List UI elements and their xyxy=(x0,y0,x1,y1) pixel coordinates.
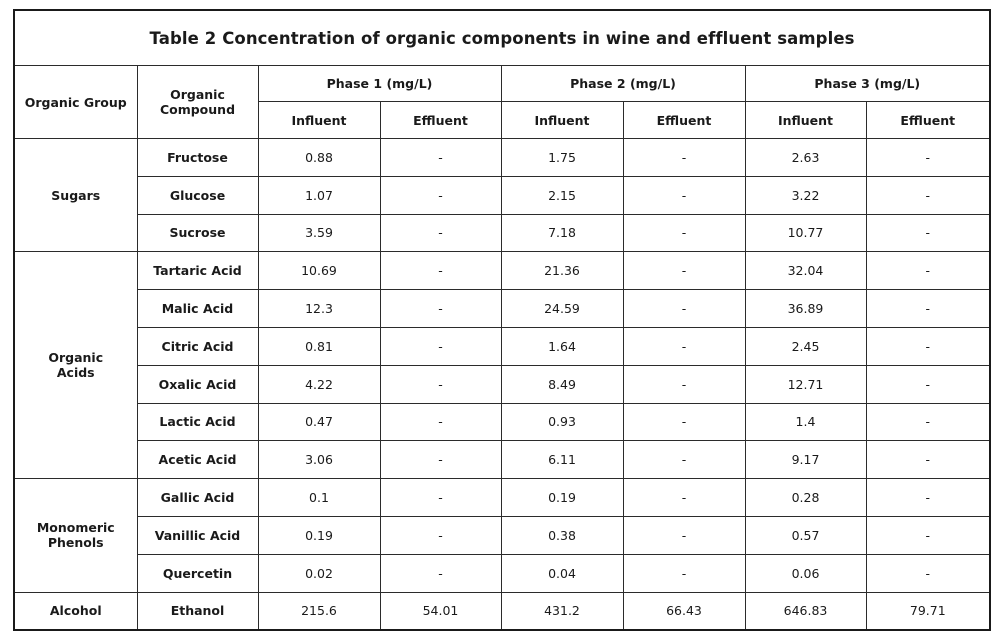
value-cell-p2-in: 0.19 xyxy=(501,479,623,517)
value-cell-p2-ef: - xyxy=(623,139,745,177)
value-cell-p3-in: 12.71 xyxy=(745,365,866,403)
value-cell-p2-ef: - xyxy=(623,176,745,214)
compound-cell: Acetic Acid xyxy=(137,441,258,479)
value-cell-p1-ef: - xyxy=(380,441,501,479)
value-cell-p2-in: 8.49 xyxy=(501,365,623,403)
compound-cell: Tartaric Acid xyxy=(137,252,258,290)
table-row xyxy=(14,592,990,630)
table-row xyxy=(14,365,990,403)
header-phase-2-effluent: Effluent xyxy=(623,102,745,139)
value-cell-p1-ef: - xyxy=(380,176,501,214)
table-row xyxy=(14,139,990,177)
table-row xyxy=(14,441,990,479)
value-cell-p2-in: 0.04 xyxy=(501,554,623,592)
compound-cell: Quercetin xyxy=(137,554,258,592)
value-cell-p1-in: 0.1 xyxy=(258,479,380,517)
compound-cell: Oxalic Acid xyxy=(137,365,258,403)
value-cell-p3-ef: - xyxy=(866,365,990,403)
value-cell-p3-in: 2.45 xyxy=(745,327,866,365)
table-row xyxy=(14,252,990,290)
header-phase-2-influent: Influent xyxy=(501,102,623,139)
table-title: Table 2 Concentration of organic components in wine and effluent samples xyxy=(14,10,990,66)
value-cell-p3-ef: - xyxy=(866,403,990,441)
value-cell-p2-ef: - xyxy=(623,290,745,328)
header-phase-1: Phase 1 (mg/L) xyxy=(258,66,501,102)
value-cell-p3-in: 32.04 xyxy=(745,252,866,290)
value-cell-p1-ef: - xyxy=(380,214,501,252)
table-row xyxy=(14,403,990,441)
table-row xyxy=(14,290,990,328)
value-cell-p1-ef: - xyxy=(380,479,501,517)
table-row xyxy=(14,327,990,365)
compound-cell: Lactic Acid xyxy=(137,403,258,441)
value-cell-p3-ef: 79.71 xyxy=(866,592,990,630)
header-phase-3-effluent: Effluent xyxy=(866,102,990,139)
value-cell-p1-in: 215.6 xyxy=(258,592,380,630)
value-cell-p3-in: 2.63 xyxy=(745,139,866,177)
value-cell-p2-in: 24.59 xyxy=(501,290,623,328)
value-cell-p2-in: 1.75 xyxy=(501,139,623,177)
value-cell-p2-in: 21.36 xyxy=(501,252,623,290)
value-cell-p1-in: 0.02 xyxy=(258,554,380,592)
value-cell-p2-ef: - xyxy=(623,327,745,365)
value-cell-p3-in: 0.57 xyxy=(745,516,866,554)
group-cell: Monomeric Phenols xyxy=(14,479,137,592)
compound-cell: Gallic Acid xyxy=(137,479,258,517)
value-cell-p1-ef: - xyxy=(380,139,501,177)
value-cell-p1-in: 1.07 xyxy=(258,176,380,214)
value-cell-p1-ef: - xyxy=(380,554,501,592)
value-cell-p3-ef: - xyxy=(866,479,990,517)
value-cell-p2-in: 0.38 xyxy=(501,516,623,554)
value-cell-p1-in: 10.69 xyxy=(258,252,380,290)
group-cell: Alcohol xyxy=(14,592,137,630)
value-cell-p2-ef: - xyxy=(623,252,745,290)
group-cell: Organic Acids xyxy=(14,252,137,479)
table-row xyxy=(14,214,990,252)
table-row xyxy=(14,479,990,517)
value-cell-p2-in: 6.11 xyxy=(501,441,623,479)
value-cell-p2-in: 0.93 xyxy=(501,403,623,441)
value-cell-p1-ef: - xyxy=(380,327,501,365)
value-cell-p3-ef: - xyxy=(866,441,990,479)
compound-cell: Glucose xyxy=(137,176,258,214)
value-cell-p3-ef: - xyxy=(866,516,990,554)
value-cell-p3-in: 10.77 xyxy=(745,214,866,252)
value-cell-p2-in: 2.15 xyxy=(501,176,623,214)
compound-cell: Citric Acid xyxy=(137,327,258,365)
value-cell-p1-in: 0.47 xyxy=(258,403,380,441)
table-body xyxy=(14,139,990,631)
value-cell-p1-ef: - xyxy=(380,365,501,403)
table-row xyxy=(14,176,990,214)
concentration-table xyxy=(13,9,991,631)
compound-cell: Ethanol xyxy=(137,592,258,630)
group-cell: Sugars xyxy=(14,139,137,252)
value-cell-p2-ef: - xyxy=(623,479,745,517)
header-organic-group: Organic Group xyxy=(14,66,137,139)
value-cell-p3-in: 3.22 xyxy=(745,176,866,214)
value-cell-p1-in: 0.19 xyxy=(258,516,380,554)
header-phase-3-influent: Influent xyxy=(745,102,866,139)
value-cell-p3-ef: - xyxy=(866,290,990,328)
table-row xyxy=(14,554,990,592)
value-cell-p1-ef: - xyxy=(380,252,501,290)
value-cell-p3-ef: - xyxy=(866,554,990,592)
compound-cell: Sucrose xyxy=(137,214,258,252)
value-cell-p1-in: 0.88 xyxy=(258,139,380,177)
value-cell-p3-ef: - xyxy=(866,327,990,365)
value-cell-p1-ef: - xyxy=(380,403,501,441)
value-cell-p3-ef: - xyxy=(866,252,990,290)
value-cell-p3-in: 9.17 xyxy=(745,441,866,479)
value-cell-p1-in: 4.22 xyxy=(258,365,380,403)
value-cell-p2-in: 431.2 xyxy=(501,592,623,630)
value-cell-p2-ef: 66.43 xyxy=(623,592,745,630)
header-phase-1-effluent: Effluent xyxy=(380,102,501,139)
compound-cell: Malic Acid xyxy=(137,290,258,328)
value-cell-p2-ef: - xyxy=(623,403,745,441)
value-cell-p2-in: 1.64 xyxy=(501,327,623,365)
table-row xyxy=(14,516,990,554)
value-cell-p1-ef: 54.01 xyxy=(380,592,501,630)
header-phase-2: Phase 2 (mg/L) xyxy=(501,66,745,102)
value-cell-p2-in: 7.18 xyxy=(501,214,623,252)
table-container xyxy=(13,9,991,631)
header-phase-1-influent: Influent xyxy=(258,102,380,139)
value-cell-p1-in: 3.06 xyxy=(258,441,380,479)
value-cell-p2-ef: - xyxy=(623,516,745,554)
value-cell-p1-in: 12.3 xyxy=(258,290,380,328)
value-cell-p2-ef: - xyxy=(623,365,745,403)
value-cell-p2-ef: - xyxy=(623,554,745,592)
value-cell-p2-ef: - xyxy=(623,214,745,252)
value-cell-p3-in: 0.28 xyxy=(745,479,866,517)
value-cell-p2-ef: - xyxy=(623,441,745,479)
header-phase-3: Phase 3 (mg/L) xyxy=(745,66,990,102)
header-organic-compound: Organic Compound xyxy=(137,66,258,139)
value-cell-p3-in: 0.06 xyxy=(745,554,866,592)
value-cell-p3-ef: - xyxy=(866,176,990,214)
value-cell-p1-in: 0.81 xyxy=(258,327,380,365)
value-cell-p1-ef: - xyxy=(380,516,501,554)
compound-cell: Vanillic Acid xyxy=(137,516,258,554)
value-cell-p3-in: 36.89 xyxy=(745,290,866,328)
value-cell-p3-in: 1.4 xyxy=(745,403,866,441)
value-cell-p3-in: 646.83 xyxy=(745,592,866,630)
value-cell-p1-in: 3.59 xyxy=(258,214,380,252)
value-cell-p3-ef: - xyxy=(866,139,990,177)
compound-cell: Fructose xyxy=(137,139,258,177)
value-cell-p3-ef: - xyxy=(866,214,990,252)
value-cell-p1-ef: - xyxy=(380,290,501,328)
